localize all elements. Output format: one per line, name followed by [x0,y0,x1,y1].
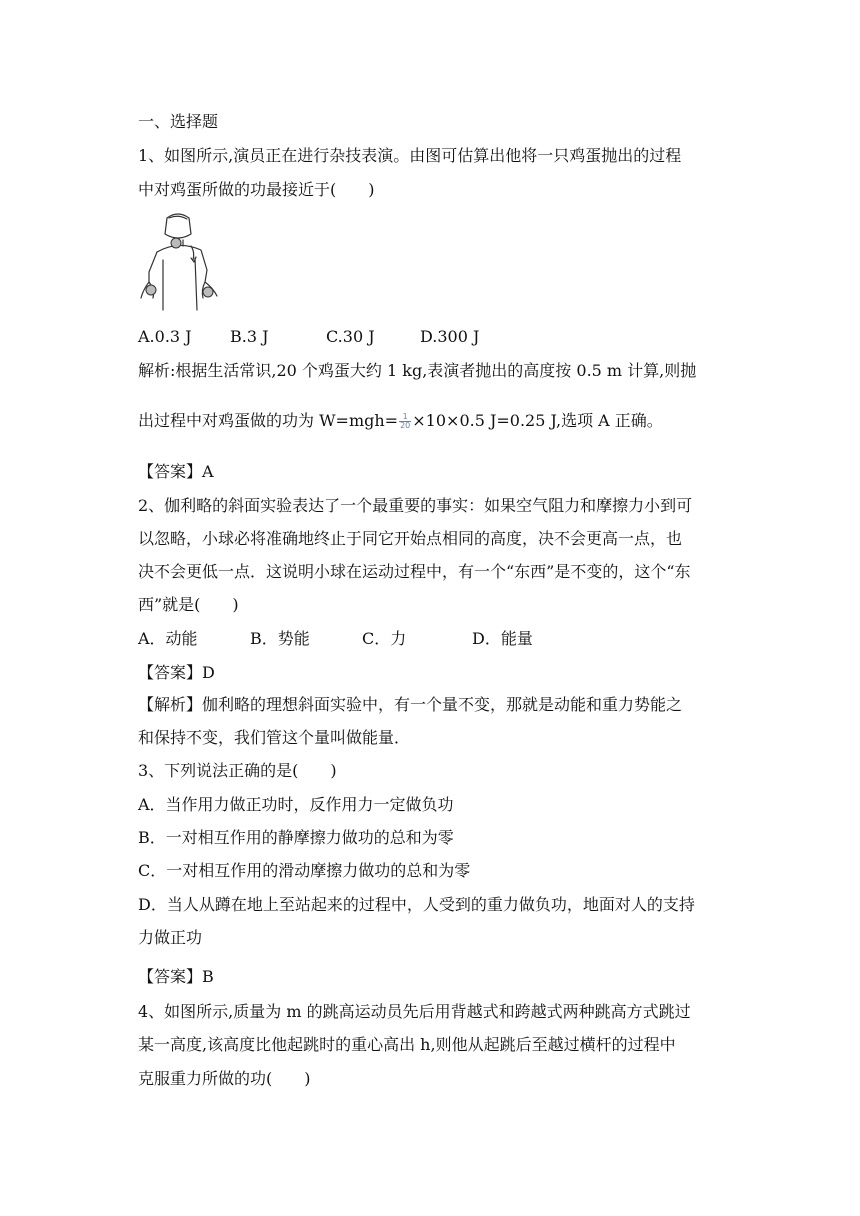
q1-stem-line1: 1、如图所示,演员正在进行杂技表演。由图可估算出他将一只鸡蛋抛出的过程 [138,146,682,165]
juggler-illustration [133,210,223,315]
q4-stem-line3: 克服重力所做的功( ) [138,1069,311,1088]
q2-stem-line1: 2、伽利略的斜面实验表达了一个最重要的事实：如果空气阻力和摩擦力小到可 [138,496,693,515]
q1-analysis-line2 [138,410,663,432]
q2-stem-line4: 西”就是( ) [138,595,239,614]
q2-option-b: B．势能 [250,629,310,648]
q2-analysis-line1: 【解析】伽利略的理想斜面实验中，有一个量不变，那就是动能和重力势能之 [138,695,683,714]
q1-analysis-line1: 解析:根据生活常识,20 个鸡蛋大约 1 kg,表演者抛出的高度按 0.5 m 计算,则抛 [138,361,697,380]
q2-analysis-line2: 和保持不变，我们管这个量叫做能量． [138,728,411,747]
q3-option-d-line2: 力做正功 [138,928,203,947]
q2-option-a: A．动能 [138,629,198,648]
q2-answer: 【答案】D [138,663,215,682]
fraction-denominator: 20 [400,421,411,430]
q1-answer: 【答案】A [138,462,214,481]
q2-stem-line3: 决不会更低一点．这说明小球在运动过程中，有一个“东西”是不变的，这个“东 [138,562,691,581]
q4-stem-line1: 4、如图所示,质量为 m 的跳高运动员先后用背越式和跨越式两种跳高方式跳过 [138,1002,691,1021]
q2-stem-line2: 以忽略，小球必将准确地终止于同它开始点相同的高度，决不会更高一点，也 [138,529,683,548]
q1-stem-line2: 中对鸡蛋所做的功最接近于( ) [138,180,375,199]
q1-analysis-prefix: 出过程中对鸡蛋做的功为 W=mgh= [138,411,399,430]
q3-answer: 【答案】B [138,967,214,986]
q2-options [138,628,533,650]
q1-analysis-suffix: ×10×0.5 J=0.25 J,选项 A 正确。 [412,411,663,430]
q1-option-d: D.300 J [420,327,480,346]
q1-options [138,326,479,348]
q1-option-a: A.0.3 J [138,327,192,346]
q2-option-c: C．力 [362,629,407,648]
q2-option-d: D．能量 [472,629,533,648]
fraction [399,413,411,430]
q1-option-c: C.30 J [326,327,375,346]
q3-stem: 3、下列说法正确的是( ) [138,761,337,780]
q3-option-b: B．一对相互作用的静摩擦力做功的总和为零 [138,828,454,847]
q1-option-b: B.3 J [230,327,269,346]
fraction-numerator: 1 [399,413,411,422]
q3-option-d-line1: D．当人从蹲在地上至站起来的过程中，人受到的重力做负功，地面对人的支持 [138,895,695,914]
q3-option-c: C．一对相互作用的滑动摩擦力做功的总和为零 [138,861,471,880]
section-title: 一、选择题 [138,112,219,131]
q4-stem-line2: 某一高度,该高度比他起跳时的重心高出 h,则他从起跳后至越过横杆的过程中 [138,1035,676,1054]
q3-option-a: A．当作用力做正功时，反作用力一定做负功 [138,795,454,814]
